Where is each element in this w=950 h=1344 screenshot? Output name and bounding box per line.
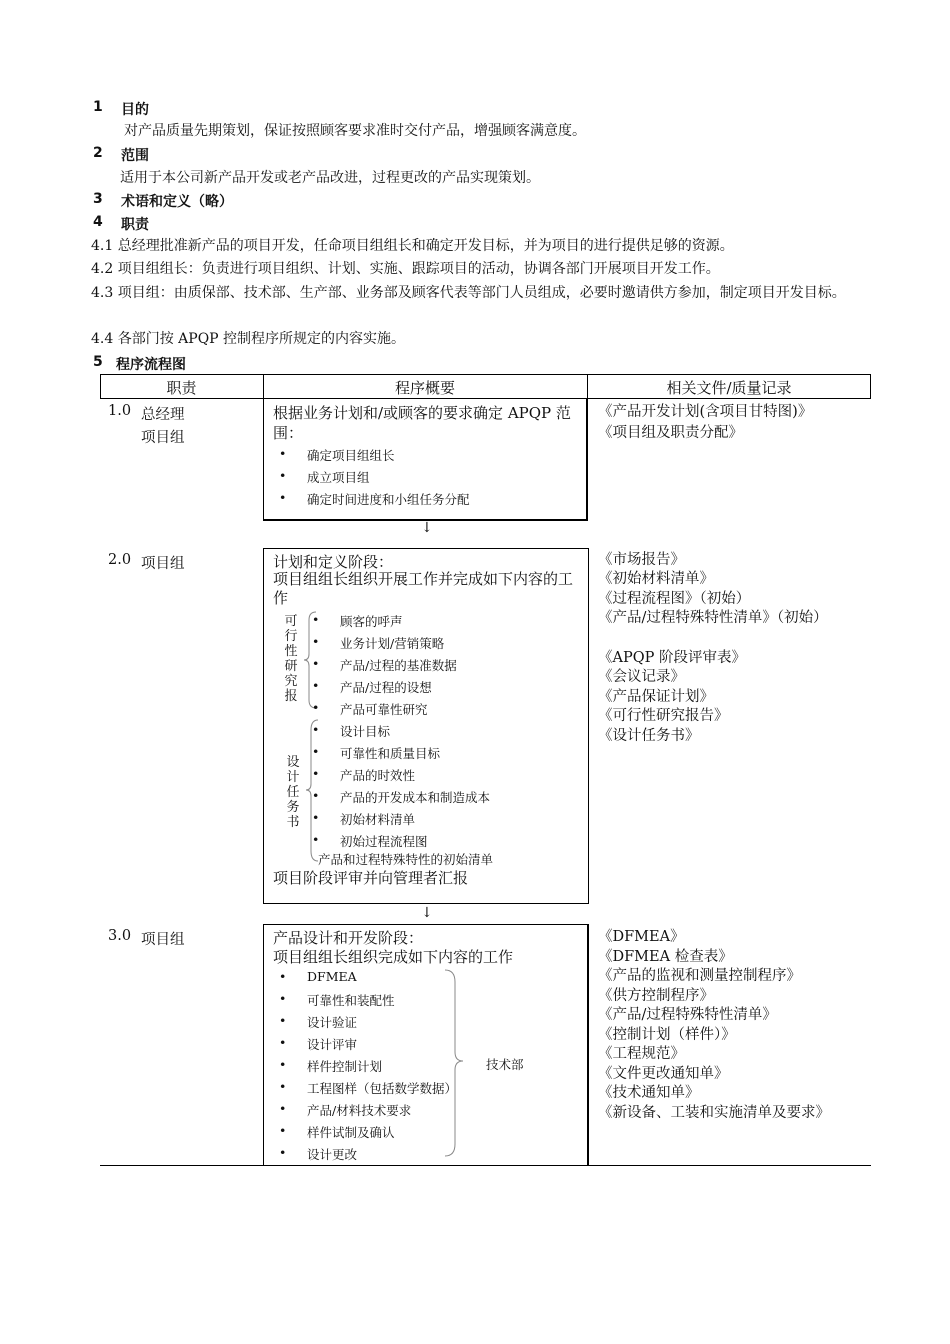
row3-bullet-1: • DFMEA [307, 969, 357, 984]
row2-title: 计划和定义阶段： [273, 553, 394, 571]
row2-group2-item-7: 产品和过程特殊特性的初始清单 [318, 852, 494, 867]
row3-intro: 项目组组长组织完成如下内容的工作 [273, 948, 514, 966]
row2-group2-item-2: • 可靠性和质量目标 [340, 744, 440, 762]
row3-bullet-4: • 设计评审 [307, 1035, 357, 1053]
row3-record-2: 《DFMEA 检查表》 [598, 949, 733, 965]
row1-record-2: 《项目组及职责分配》 [598, 425, 743, 441]
header-procedure: 程序概要 [394, 379, 455, 397]
row2-record-7: 《产品保证计划》 [598, 689, 714, 705]
header-records: 相关文件/质量记录 [666, 379, 792, 397]
row2-group1-label: 可行性研究报 [284, 614, 298, 704]
duty-item-2: 4.2 项目组组长：负责进行项目组织、计划、实施、跟踪项目的活动，协调各部门开展项目开发工作。 [91, 261, 720, 277]
section-1-text: 对产品质量先期策划，保证按照顾客要求准时交付产品，增强顾客满意度。 [124, 123, 586, 139]
row2-group2-item-3: • 产品的时效性 [340, 766, 415, 784]
row3-bullet-6: • 工程图样（包括数学数据） [307, 1079, 457, 1097]
row3-record-3: 《产品的监视和测量控制程序》 [598, 968, 801, 984]
row1-bullet-3: • 确定时间进度和小组任务分配 [307, 490, 470, 508]
row1-responsible-1: 总经理 [141, 407, 185, 423]
section-2-text: 适用于本公司新产品开发或老产品改进，过程更改的产品实现策划。 [120, 170, 540, 186]
row1-bullet-1: • 确定项目组组长 [307, 446, 395, 464]
row3-bullet-8: • 样件试制及确认 [307, 1123, 395, 1141]
row1-responsible-2: 项目组 [141, 430, 185, 446]
row1-summary: 根据业务计划和/或顾客的要求确定 APQP 范围： [273, 404, 571, 442]
row3-bullet-7: • 产品/材料技术要求 [307, 1101, 411, 1119]
row2-record-8: 《可行性研究报告》 [598, 708, 729, 724]
row1-record-1: 《产品开发计划(含项目甘特图)》 [598, 404, 813, 420]
row2-group2-item-1: • 设计目标 [340, 722, 390, 740]
row2-intro: 项目组组长组织开展工作并完成如下内容的工作 [273, 570, 574, 607]
row2-group1-item-3: • 产品/过程的基准数据 [340, 656, 457, 674]
section-4-number: 4 [93, 214, 103, 230]
header-responsibility: 职责 [166, 379, 197, 397]
duty-item-3: 4.3 项目组：由质保部、技术部、生产部、业务部及顾客代表等部门人员组成，必要时邀请供方参加，制定项目开发目标。 [91, 285, 846, 301]
row3-record-9: 《技术通知单》 [598, 1085, 700, 1101]
row2-footer: 项目阶段评审并向管理者汇报 [273, 869, 469, 887]
row2-record-4: 《产品/过程特殊特性清单》（初始） [598, 610, 828, 626]
section-3-title: 术语和定义（略） [121, 194, 233, 210]
section-3-number: 3 [93, 191, 103, 207]
row2-number: 2.0 [108, 552, 132, 568]
row3-record-10: 《新设备、工装和实施清单及要求》 [598, 1105, 830, 1121]
section-2-title: 范围 [121, 148, 149, 164]
row3-title: 产品设计和开发阶段： [273, 929, 424, 947]
duty-item-1: 4.1 总经理批准新产品的项目开发，任命项目组组长和确定开发目标，并为项目的进行提供足够的资源。 [91, 238, 734, 254]
row3-bullet-5: • 样件控制计划 [307, 1057, 382, 1075]
row3-brace [443, 968, 473, 1158]
row3-number: 3.0 [108, 928, 132, 944]
row1-bullet-2: • 成立项目组 [307, 468, 370, 486]
row3-record-8: 《文件更改通知单》 [598, 1066, 729, 1082]
row3-record-6: 《控制计划（样件）》 [598, 1027, 736, 1043]
table-bottom-line [100, 1165, 871, 1166]
row2-group2-item-6: • 初始过程流程图 [340, 832, 428, 850]
duty-item-4: 4.4 各部门按 APQP 控制程序所规定的内容实施。 [91, 331, 406, 347]
row2-record-2: 《初始材料清单》 [598, 571, 714, 587]
row2-responsible: 项目组 [141, 556, 185, 572]
row2-group2-item-5: • 初始材料清单 [340, 810, 415, 828]
row2-record-6: 《会议记录》 [598, 669, 685, 685]
row2-group1-item-1: • 顾客的呼声 [340, 612, 403, 630]
row2-record-5: 《APQP 阶段评审表》 [598, 650, 746, 666]
row3-record-7: 《工程规范》 [598, 1046, 685, 1062]
row3-dept-label: 技术部 [486, 1057, 524, 1072]
row2-group1-item-5: • 产品可靠性研究 [340, 700, 428, 718]
row2-group2-label: 设计任务书 [286, 755, 300, 829]
row3-record-5: 《产品/过程特殊特性清单》 [598, 1007, 777, 1023]
row1-number: 1.0 [108, 403, 132, 419]
row2-record-3: 《过程流程图》（初始） [598, 591, 751, 607]
row3-records-divider [587, 924, 588, 1166]
flow-arrow-2: ↓ [421, 905, 433, 921]
row2-record-9: 《设计任务书》 [598, 728, 700, 744]
row2-group1-item-4: • 产品/过程的设想 [340, 678, 432, 696]
section-4-title: 职责 [121, 217, 149, 233]
row3-bullet-3: • 设计验证 [307, 1013, 357, 1031]
section-2-number: 2 [93, 145, 103, 161]
section-1-number: 1 [93, 99, 103, 115]
section-5-number: 5 [93, 354, 103, 370]
row2-group2-item-4: • 产品的开发成本和制造成本 [340, 788, 490, 806]
row3-responsible: 项目组 [141, 932, 185, 948]
section-5-title: 程序流程图 [116, 357, 186, 373]
row2-group1-item-2: • 业务计划/营销策略 [340, 634, 444, 652]
flow-arrow-1: ↓ [421, 520, 433, 536]
row2-record-1: 《市场报告》 [598, 552, 685, 568]
row3-record-1: 《DFMEA》 [598, 929, 685, 945]
row3-bullet-9: • 设计更改 [307, 1145, 357, 1163]
row3-bullet-2: • 可靠性和装配性 [307, 991, 395, 1009]
section-1-title: 目的 [121, 102, 149, 118]
row3-record-4: 《供方控制程序》 [598, 988, 714, 1004]
